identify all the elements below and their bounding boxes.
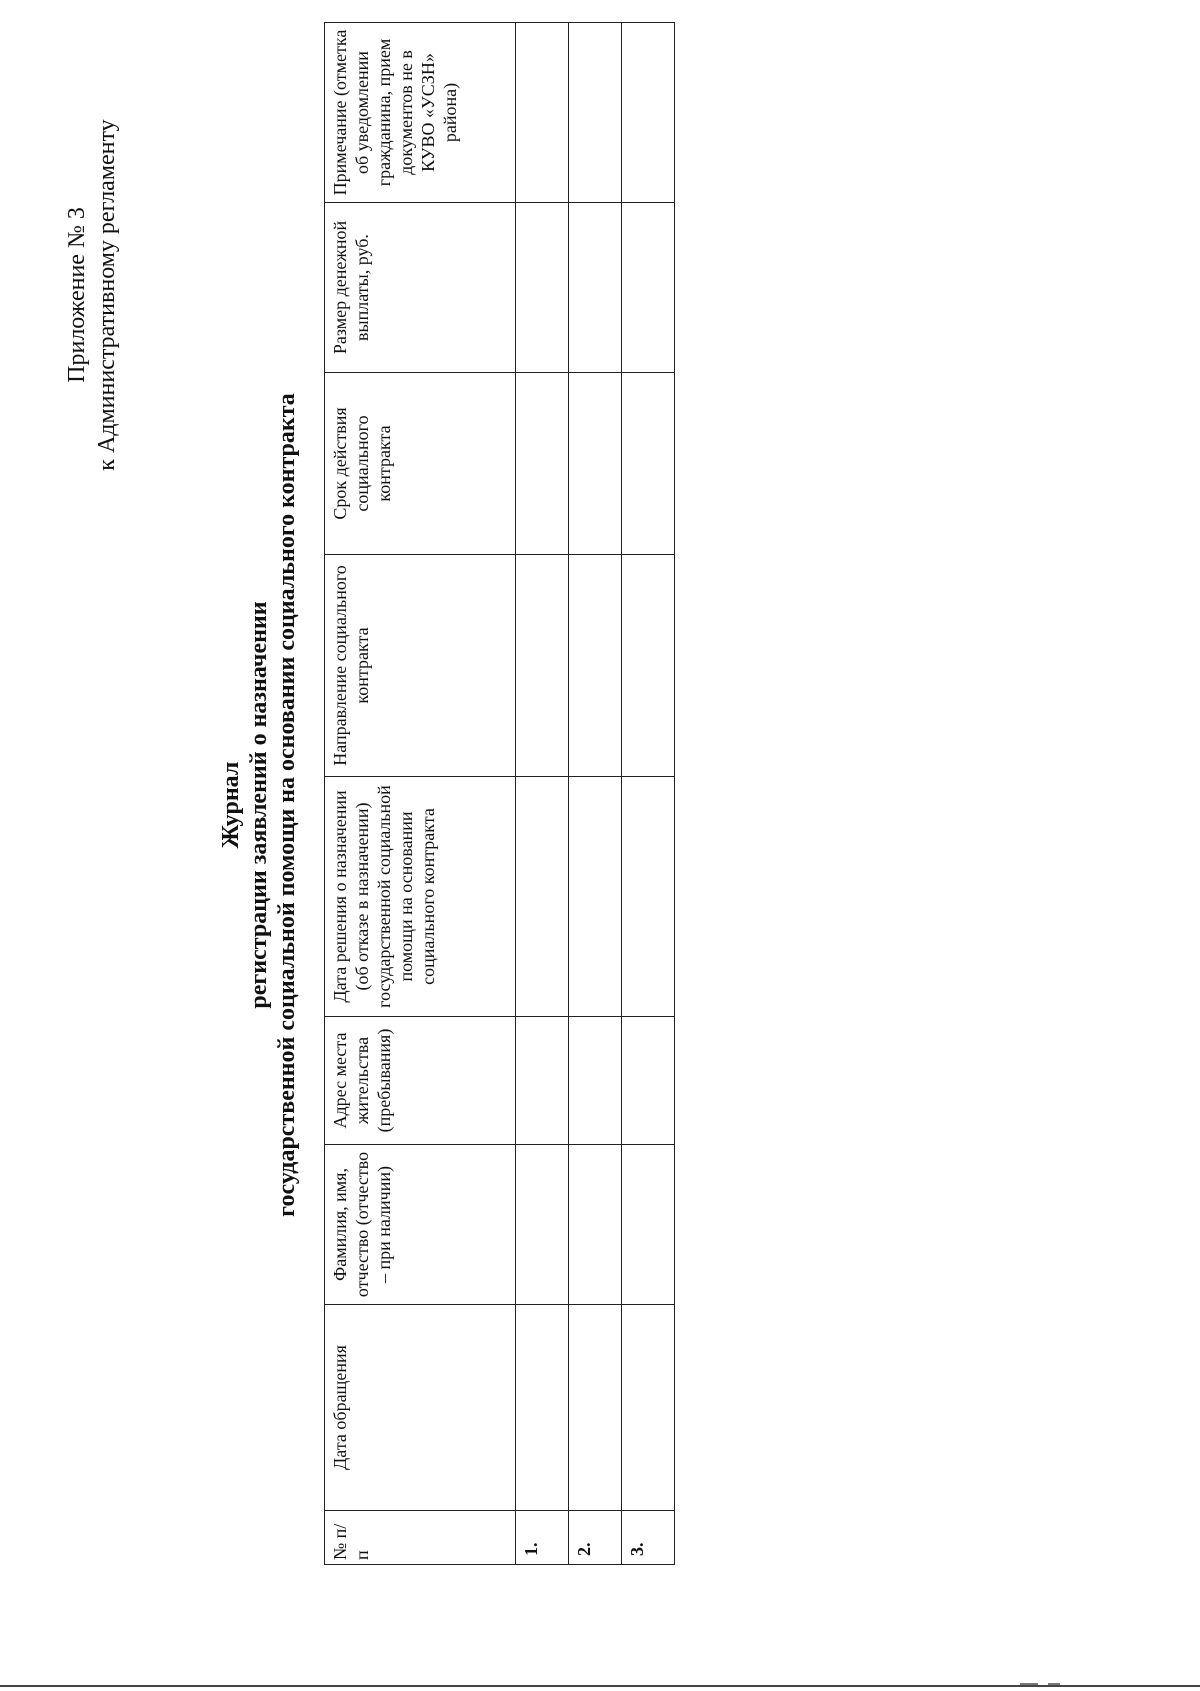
appendix-number: Приложение № 3 [64,207,90,383]
table-cell [569,203,622,373]
header-cell-payment-amount: Размер денежной выплаты, руб. [325,203,516,373]
table-cell [569,1017,622,1145]
title-line-2: регистрации заявлений о назначении [246,601,272,1009]
table-cell [622,1017,675,1145]
scan-mark [1048,1683,1060,1685]
table-cell [622,1305,675,1511]
table-cell [516,555,569,777]
title-line-1: Журнал [218,761,244,849]
row-number: 3. [622,1511,675,1565]
table-cell [516,1145,569,1305]
table-cell [622,203,675,373]
header-cell-address: Адрес места жительства (пребывания) [325,1017,516,1145]
table-cell [516,777,569,1017]
table-row [569,23,622,1565]
table-header-row [325,23,516,1565]
header-cell-full-name: Фамилия, имя, отчество (отчество – при наличии) [325,1145,516,1305]
row-number: 2. [569,1511,622,1565]
table-cell [569,777,622,1017]
table-cell [516,1017,569,1145]
table-cell [516,23,569,203]
table-cell [569,1305,622,1511]
journal-title [217,275,301,1335]
header-cell-number: № п/п [325,1511,516,1565]
table-cell [569,1145,622,1305]
table-cell [516,203,569,373]
row-number: 1. [516,1511,569,1565]
table-cell [622,23,675,203]
table-cell [569,23,622,203]
scan-mark [1020,1683,1038,1685]
header-cell-decision-date: Дата решения о назначении (об отказе в назначении) государственной социальной помощи на основании социального контракта [325,777,516,1017]
table-cell [569,373,622,555]
scan-bottom-edge [0,1685,1200,1687]
table-cell [622,1145,675,1305]
appendix-note [62,45,122,545]
table-cell [622,373,675,555]
table-cell [516,373,569,555]
table-row [516,23,569,1565]
document-page [62,29,647,1565]
header-cell-contract-direction: Направление социального контракта [325,555,516,777]
appendix-reference: к Административному регламенту [94,119,120,471]
table-cell [622,777,675,1017]
header-cell-note: Примечание (отметка об уведомлении гражданина, прием документов не в КУВО «УСЗН» района) [325,23,516,203]
header-cell-contract-term: Срок действия социального контракта [325,373,516,555]
title-line-3: государственной социальной помощи на основании социального контракта [274,393,300,1217]
table-cell [569,555,622,777]
table-cell [516,1305,569,1511]
table-row [622,23,675,1565]
journal-table [324,22,675,1565]
header-cell-date: Дата обращения [325,1305,516,1511]
table-cell [622,555,675,777]
